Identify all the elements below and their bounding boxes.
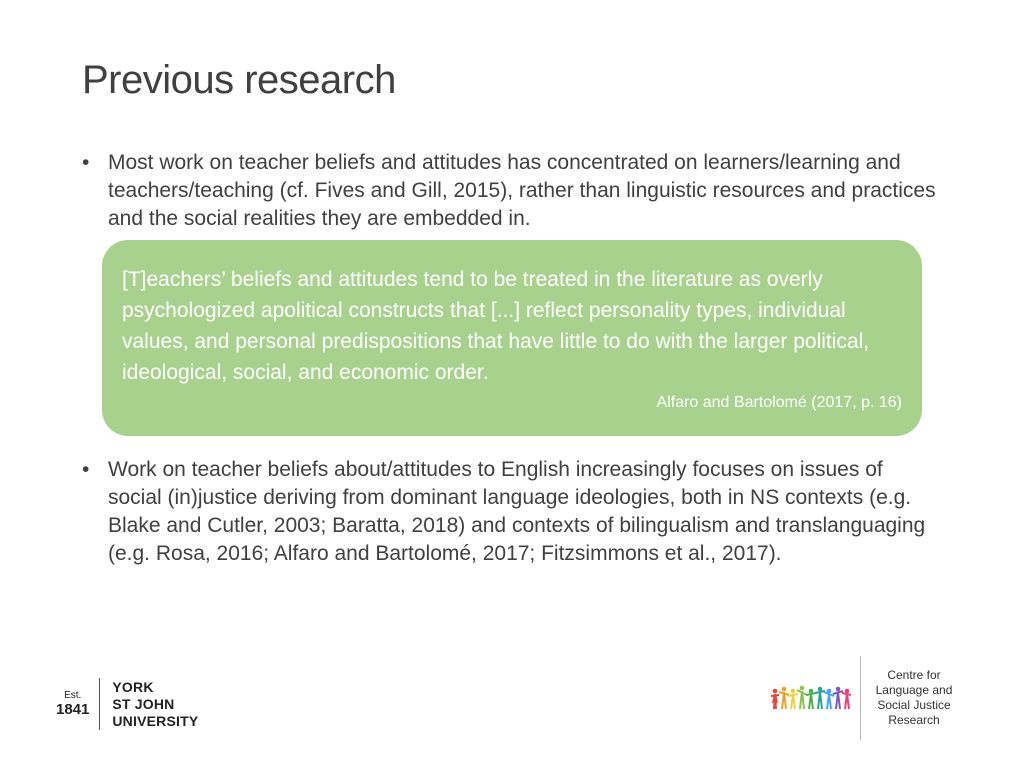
university-name-line: UNIVERSITY bbox=[112, 712, 199, 729]
bullet-text: Work on teacher beliefs about/attitudes to English increasingly focuses on issues of social (in)justice deriving from dominant language ideologies, both in NS contexts (e.g. Blake and Cutler, 2003; Baratta, 2018) and contexts of bilingualism and translanguaging (e.g. Rosa, 2016; Alfaro and Bartolomé, 2017; Fitzsimmons et al., 2017). bbox=[108, 458, 926, 565]
bullet-item bbox=[82, 149, 942, 233]
centre-name-line: Social Justice bbox=[877, 698, 951, 712]
quote-citation: Alfaro and Bartolomé (2017, p. 16) bbox=[656, 394, 902, 411]
colorful-people-figures-icon bbox=[770, 683, 852, 713]
york-st-john-logo bbox=[56, 674, 198, 734]
slide-title: Previous research bbox=[82, 58, 396, 102]
logo-divider bbox=[99, 678, 100, 730]
est-label: Est. bbox=[64, 690, 82, 701]
quote-text: [T]eachers’ beliefs and attitudes tend to be treated in the literature as overly psychologized apolitical constructs that [...] reflect personality types, individual values, and personal predispositions that have little to do with the larger political, ideological, social, and economic order. bbox=[122, 268, 870, 384]
logo-divider bbox=[860, 656, 861, 740]
centre-name-line: Research bbox=[888, 713, 940, 727]
university-name bbox=[112, 679, 198, 730]
bullet-text: Most work on teacher beliefs and attitudes has concentrated on learners/learning and teachers/teaching (cf. Fives and Gill, 2015), rather than linguistic resources and practices and the social realities they are embedded in. bbox=[108, 151, 936, 230]
centre-name-line: Centre for bbox=[887, 668, 941, 682]
bullet-marker: • bbox=[82, 151, 90, 174]
bullet-marker: • bbox=[82, 458, 90, 481]
centre-logo bbox=[770, 655, 955, 741]
est-year: 1841 bbox=[56, 701, 90, 718]
centre-name bbox=[873, 668, 955, 728]
university-name-line: ST JOHN bbox=[112, 695, 175, 712]
quote-box bbox=[102, 240, 922, 436]
bullet-item bbox=[82, 456, 942, 568]
centre-name-line: Language and bbox=[875, 683, 953, 697]
est-mark bbox=[56, 690, 89, 718]
university-name-line: YORK bbox=[112, 678, 154, 695]
